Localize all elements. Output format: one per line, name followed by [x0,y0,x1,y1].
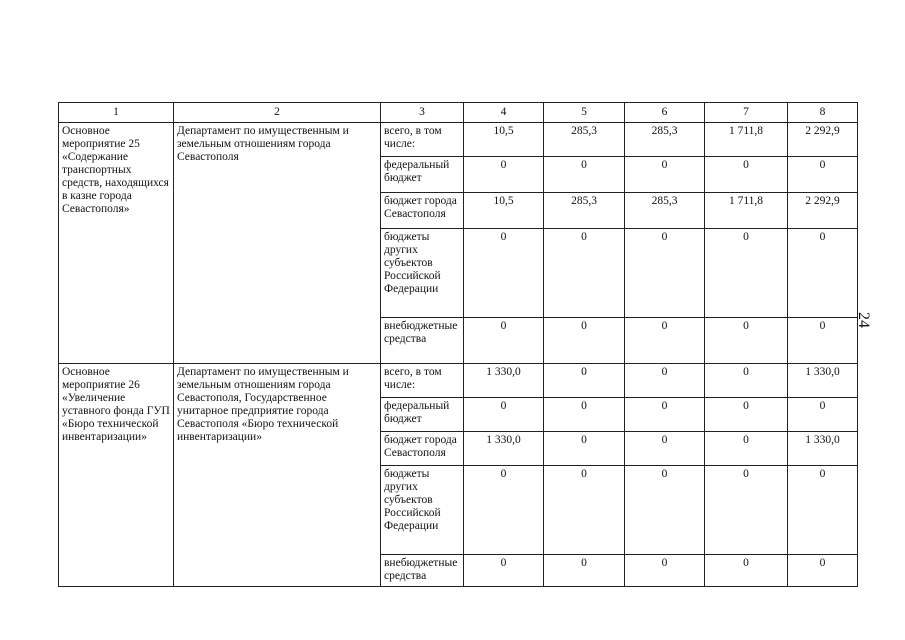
value-cell: 0 [625,229,705,318]
value-cell: 2 292,9 [788,193,858,229]
value-cell: 0 [788,398,858,432]
value-cell: 0 [464,318,544,364]
table-row [59,364,858,398]
value-cell: 1 330,0 [464,364,544,398]
funding-source: бюджеты других субъектов Российской Федерации [381,466,464,555]
executor-name: Департамент по имущественным и земельным отношениям города Севастополя, Государственное унитарное предприятие города Севастополя «Бюро технической инвентаризации» [174,364,381,587]
value-cell: 285,3 [625,193,705,229]
value-cell: 0 [705,229,788,318]
value-cell: 0 [705,318,788,364]
value-cell: 10,5 [464,123,544,157]
value-cell: 1 330,0 [788,364,858,398]
value-cell: 1 330,0 [788,432,858,466]
budget-table [58,102,858,587]
value-cell: 0 [705,432,788,466]
value-cell: 0 [544,157,625,193]
value-cell: 0 [544,318,625,364]
event-name: Основное мероприятие 26 «Увеличение уставного фонда ГУП «Бюро технической инвентаризации» [59,364,174,587]
value-cell: 0 [464,157,544,193]
value-cell: 285,3 [544,193,625,229]
column-header: 2 [174,103,381,123]
value-cell: 0 [788,157,858,193]
column-header: 1 [59,103,174,123]
value-cell: 1 330,0 [464,432,544,466]
column-header: 5 [544,103,625,123]
value-cell: 0 [788,555,858,587]
funding-source: всего, в том числе: [381,123,464,157]
page-number: 24 [855,312,872,328]
value-cell: 285,3 [544,123,625,157]
column-header: 8 [788,103,858,123]
value-cell: 0 [464,398,544,432]
value-cell: 0 [625,157,705,193]
value-cell: 0 [788,318,858,364]
value-cell: 1 711,8 [705,123,788,157]
value-cell: 2 292,9 [788,123,858,157]
funding-source: бюджет города Севастополя [381,193,464,229]
value-cell: 0 [544,555,625,587]
event-name: Основное мероприятие 25 «Содержание транспортных средств, находящихся в казне города Севастополя» [59,123,174,364]
funding-source: внебюджетные средства [381,555,464,587]
value-cell: 0 [705,157,788,193]
value-cell: 0 [625,364,705,398]
value-cell: 0 [625,318,705,364]
value-cell: 0 [625,555,705,587]
value-cell: 0 [705,466,788,555]
value-cell: 0 [544,432,625,466]
funding-source: бюджеты других субъектов Российской Федерации [381,229,464,318]
table-row [59,123,858,157]
value-cell: 1 711,8 [705,193,788,229]
value-cell: 0 [544,466,625,555]
value-cell: 0 [788,229,858,318]
value-cell: 0 [705,398,788,432]
funding-source: бюджет города Севастополя [381,432,464,466]
value-cell: 0 [544,229,625,318]
funding-source: внебюджетные средства [381,318,464,364]
value-cell: 0 [544,398,625,432]
value-cell: 0 [544,364,625,398]
funding-source: всего, в том числе: [381,364,464,398]
value-cell: 0 [705,555,788,587]
value-cell: 285,3 [625,123,705,157]
column-header: 6 [625,103,705,123]
executor-name: Департамент по имущественным и земельным отношениям города Севастополя [174,123,381,364]
funding-source: федеральный бюджет [381,398,464,432]
value-cell: 0 [464,466,544,555]
funding-source: федеральный бюджет [381,157,464,193]
column-header: 3 [381,103,464,123]
value-cell: 0 [788,466,858,555]
header-row [59,103,858,123]
value-cell: 0 [625,466,705,555]
value-cell: 0 [625,398,705,432]
value-cell: 0 [464,555,544,587]
value-cell: 0 [464,229,544,318]
value-cell: 10,5 [464,193,544,229]
column-header: 4 [464,103,544,123]
value-cell: 0 [705,364,788,398]
value-cell: 0 [625,432,705,466]
column-header: 7 [705,103,788,123]
